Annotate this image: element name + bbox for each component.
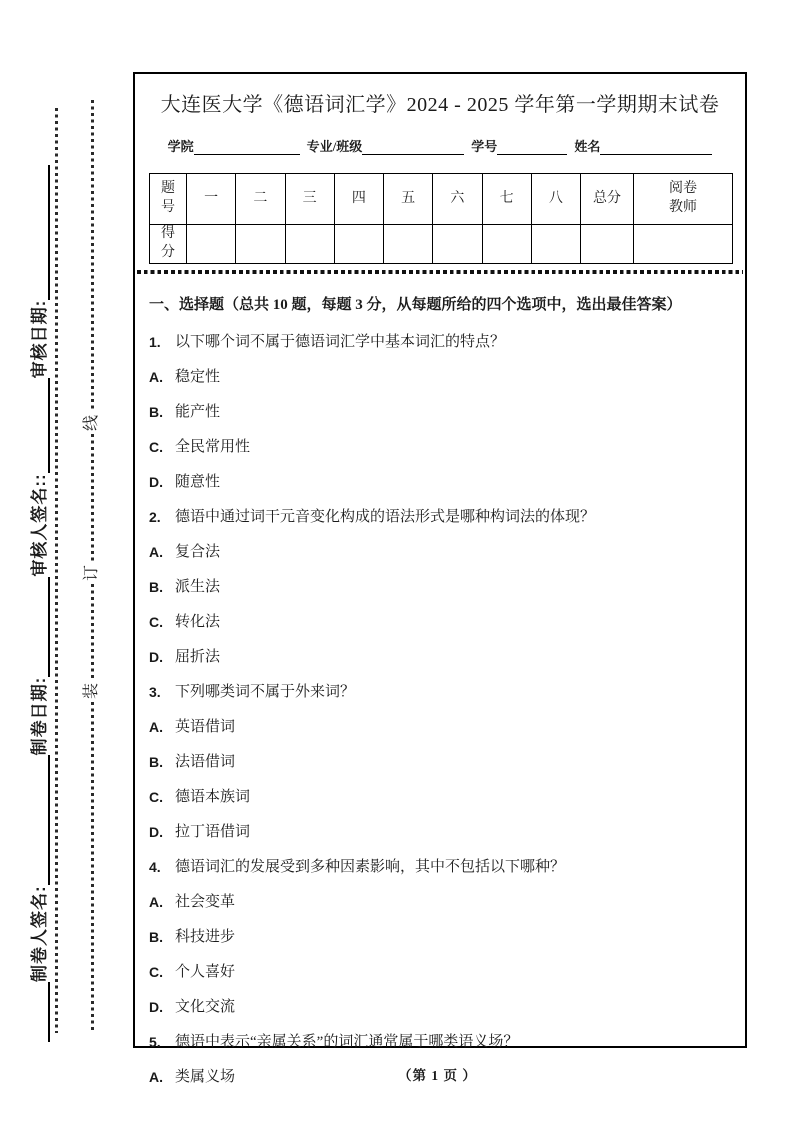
college-field bbox=[168, 136, 300, 155]
option-line bbox=[149, 472, 731, 492]
score-table-column-header: 七 bbox=[482, 174, 531, 225]
option-line-label: C. bbox=[149, 788, 163, 805]
student-info-row bbox=[149, 136, 731, 155]
student-id-field bbox=[471, 136, 567, 155]
option-line bbox=[149, 752, 731, 772]
option-line-text: 全民常用性 bbox=[175, 438, 251, 455]
question-line-text: 德语词汇的发展受到多种因素影响，其中不包括以下哪种？ bbox=[175, 858, 566, 875]
option-line-label: C. bbox=[149, 963, 163, 980]
question-line-label: 4. bbox=[149, 858, 161, 875]
score-table-column-header: 四 bbox=[334, 174, 383, 225]
questions-list bbox=[149, 332, 731, 1087]
option-line-text: 随意性 bbox=[175, 473, 221, 490]
binding-dotted-line bbox=[85, 100, 99, 1033]
option-line bbox=[149, 612, 731, 632]
option-line-label: C. bbox=[149, 438, 163, 455]
questions-section bbox=[149, 295, 731, 1087]
option-line-text: 转化法 bbox=[175, 613, 221, 630]
score-empty-cell bbox=[384, 225, 433, 264]
option-line-text: 类属义场 bbox=[175, 1068, 236, 1085]
major-class-blank bbox=[362, 140, 464, 155]
option-line bbox=[149, 892, 731, 912]
score-empty-cell bbox=[531, 225, 580, 264]
binding-dots-segment bbox=[91, 584, 94, 680]
option-line-label: A. bbox=[149, 1068, 163, 1085]
option-line-label: B. bbox=[149, 403, 163, 420]
fold-dotted-line bbox=[55, 108, 58, 1033]
binding-char-ding: 订 bbox=[83, 564, 101, 582]
section-heading: 一、选择题（总共 10 题，每题 3 分，从每题所给的四个选项中，选出最佳答案） bbox=[149, 296, 682, 313]
signature-blank bbox=[30, 577, 50, 677]
score-table-column-header: 五 bbox=[384, 174, 433, 225]
score-table-column-header: 总分 bbox=[581, 174, 634, 225]
option-line bbox=[149, 717, 731, 737]
question-line-label: 1. bbox=[149, 333, 161, 350]
option-line-text: 复合法 bbox=[175, 543, 221, 560]
score-empty-cell bbox=[482, 225, 531, 264]
option-line-text: 派生法 bbox=[175, 578, 221, 595]
binding-dots-segment bbox=[91, 702, 94, 1033]
page-number: （第 1 页 ） bbox=[398, 1068, 477, 1083]
maker-date-label: 制卷日期: bbox=[30, 676, 49, 756]
question-line bbox=[149, 1032, 731, 1052]
option-line bbox=[149, 647, 731, 667]
score-table-column-header: 一 bbox=[187, 174, 236, 225]
student-id-label: 学号 bbox=[471, 139, 498, 154]
score-table-header-row bbox=[150, 174, 733, 225]
name-blank bbox=[600, 140, 712, 155]
question-line-text: 以下哪个词不属于德语词汇学中基本词汇的特点？ bbox=[175, 333, 506, 350]
reviewer-signature-label: 审核人签名:: bbox=[30, 473, 49, 577]
option-line-label: D. bbox=[149, 473, 163, 490]
option-line-label: D. bbox=[149, 823, 163, 840]
college-label: 学院 bbox=[167, 139, 194, 154]
question-line-label: 3. bbox=[149, 683, 161, 700]
binding-dots-segment bbox=[91, 100, 94, 412]
option-line-label: C. bbox=[149, 613, 163, 630]
score-table-column-header: 八 bbox=[531, 174, 580, 225]
option-line-label: B. bbox=[149, 753, 163, 770]
score-empty-cell bbox=[285, 225, 334, 264]
question-line-text: 下列哪类词不属于外来词？ bbox=[175, 683, 356, 700]
option-line bbox=[149, 577, 731, 597]
option-line-text: 拉丁语借词 bbox=[175, 823, 251, 840]
score-table-column-header: 三 bbox=[285, 174, 334, 225]
option-line-label: A. bbox=[149, 543, 163, 560]
score-table-column-header: 六 bbox=[433, 174, 482, 225]
option-line-text: 屈折法 bbox=[175, 648, 221, 665]
score-empty-cell bbox=[581, 225, 634, 264]
dotted-separator bbox=[137, 270, 743, 274]
score-empty-cell bbox=[634, 225, 733, 264]
maker-signature-label: 制卷人签名: bbox=[30, 885, 49, 982]
option-line bbox=[149, 997, 731, 1017]
major-class-label: 专业/班级 bbox=[306, 139, 363, 154]
option-line-text: 个人喜好 bbox=[175, 963, 236, 980]
option-line bbox=[149, 402, 731, 422]
question-line bbox=[149, 857, 731, 877]
option-line bbox=[149, 437, 731, 457]
name-label: 姓名 bbox=[574, 139, 601, 154]
score-table-score-row bbox=[150, 225, 733, 264]
score-label: 得分 bbox=[161, 226, 175, 260]
student-id-blank bbox=[497, 140, 567, 155]
option-line-label: D. bbox=[149, 648, 163, 665]
signature-blank bbox=[30, 755, 50, 885]
score-empty-cell bbox=[334, 225, 383, 264]
option-line-label: A. bbox=[149, 718, 163, 735]
score-empty-cell bbox=[433, 225, 482, 264]
score-table-column-header: 阅卷教师 bbox=[634, 174, 733, 225]
option-line-text: 文化交流 bbox=[175, 998, 236, 1015]
option-line-label: B. bbox=[149, 578, 163, 595]
score-table-score-cell bbox=[150, 225, 187, 264]
option-line-text: 法语借词 bbox=[175, 753, 236, 770]
option-line-label: B. bbox=[149, 928, 163, 945]
question-line bbox=[149, 682, 731, 702]
option-line-label: A. bbox=[149, 893, 163, 910]
score-empty-cell bbox=[236, 225, 285, 264]
college-blank bbox=[194, 140, 300, 155]
option-line-text: 能产性 bbox=[175, 403, 221, 420]
option-line bbox=[149, 962, 731, 982]
option-line-text: 英语借词 bbox=[175, 718, 236, 735]
option-line-text: 稳定性 bbox=[175, 368, 221, 385]
score-empty-cell bbox=[187, 225, 236, 264]
option-line bbox=[149, 542, 731, 562]
major-class-field bbox=[307, 136, 465, 155]
option-line-text: 科技进步 bbox=[175, 928, 236, 945]
option-line-text: 社会变革 bbox=[175, 893, 236, 910]
option-line bbox=[149, 367, 731, 387]
signature-blank bbox=[30, 378, 50, 473]
option-line bbox=[149, 787, 731, 807]
score-table-column-header: 二 bbox=[236, 174, 285, 225]
option-line bbox=[149, 927, 731, 947]
score-table bbox=[149, 173, 733, 264]
option-line-label: A. bbox=[149, 368, 163, 385]
question-line-text: 德语中表示“亲属关系”的词汇通常属于哪类语义场？ bbox=[175, 1033, 519, 1050]
option-line-text: 德语本族词 bbox=[175, 788, 251, 805]
name-field bbox=[574, 136, 712, 155]
side-label-strip bbox=[24, 150, 50, 1042]
binding-dots-segment bbox=[91, 434, 94, 562]
score-table-corner-cell bbox=[150, 174, 187, 225]
option-line bbox=[149, 822, 731, 842]
question-line-label: 5. bbox=[149, 1033, 161, 1050]
option-line-label: D. bbox=[149, 998, 163, 1015]
question-line-label: 2. bbox=[149, 508, 161, 525]
question-line bbox=[149, 332, 731, 352]
binding-char-zhuang: 装 bbox=[83, 682, 101, 700]
question-number-label: 题号 bbox=[161, 181, 175, 215]
question-line-text: 德语中通过词干元音变化构成的语法形式是哪种构词法的体现？ bbox=[175, 508, 596, 525]
signature-blank bbox=[30, 165, 50, 300]
question-line bbox=[149, 507, 731, 527]
signature-blank bbox=[30, 982, 50, 1042]
exam-title: 大连医大学《德语词汇学》2024 - 2025 学年第一学期期末试卷 bbox=[160, 94, 720, 116]
review-date-label: 审核日期: bbox=[30, 299, 49, 379]
binding-char-xian: 线 bbox=[83, 414, 101, 432]
